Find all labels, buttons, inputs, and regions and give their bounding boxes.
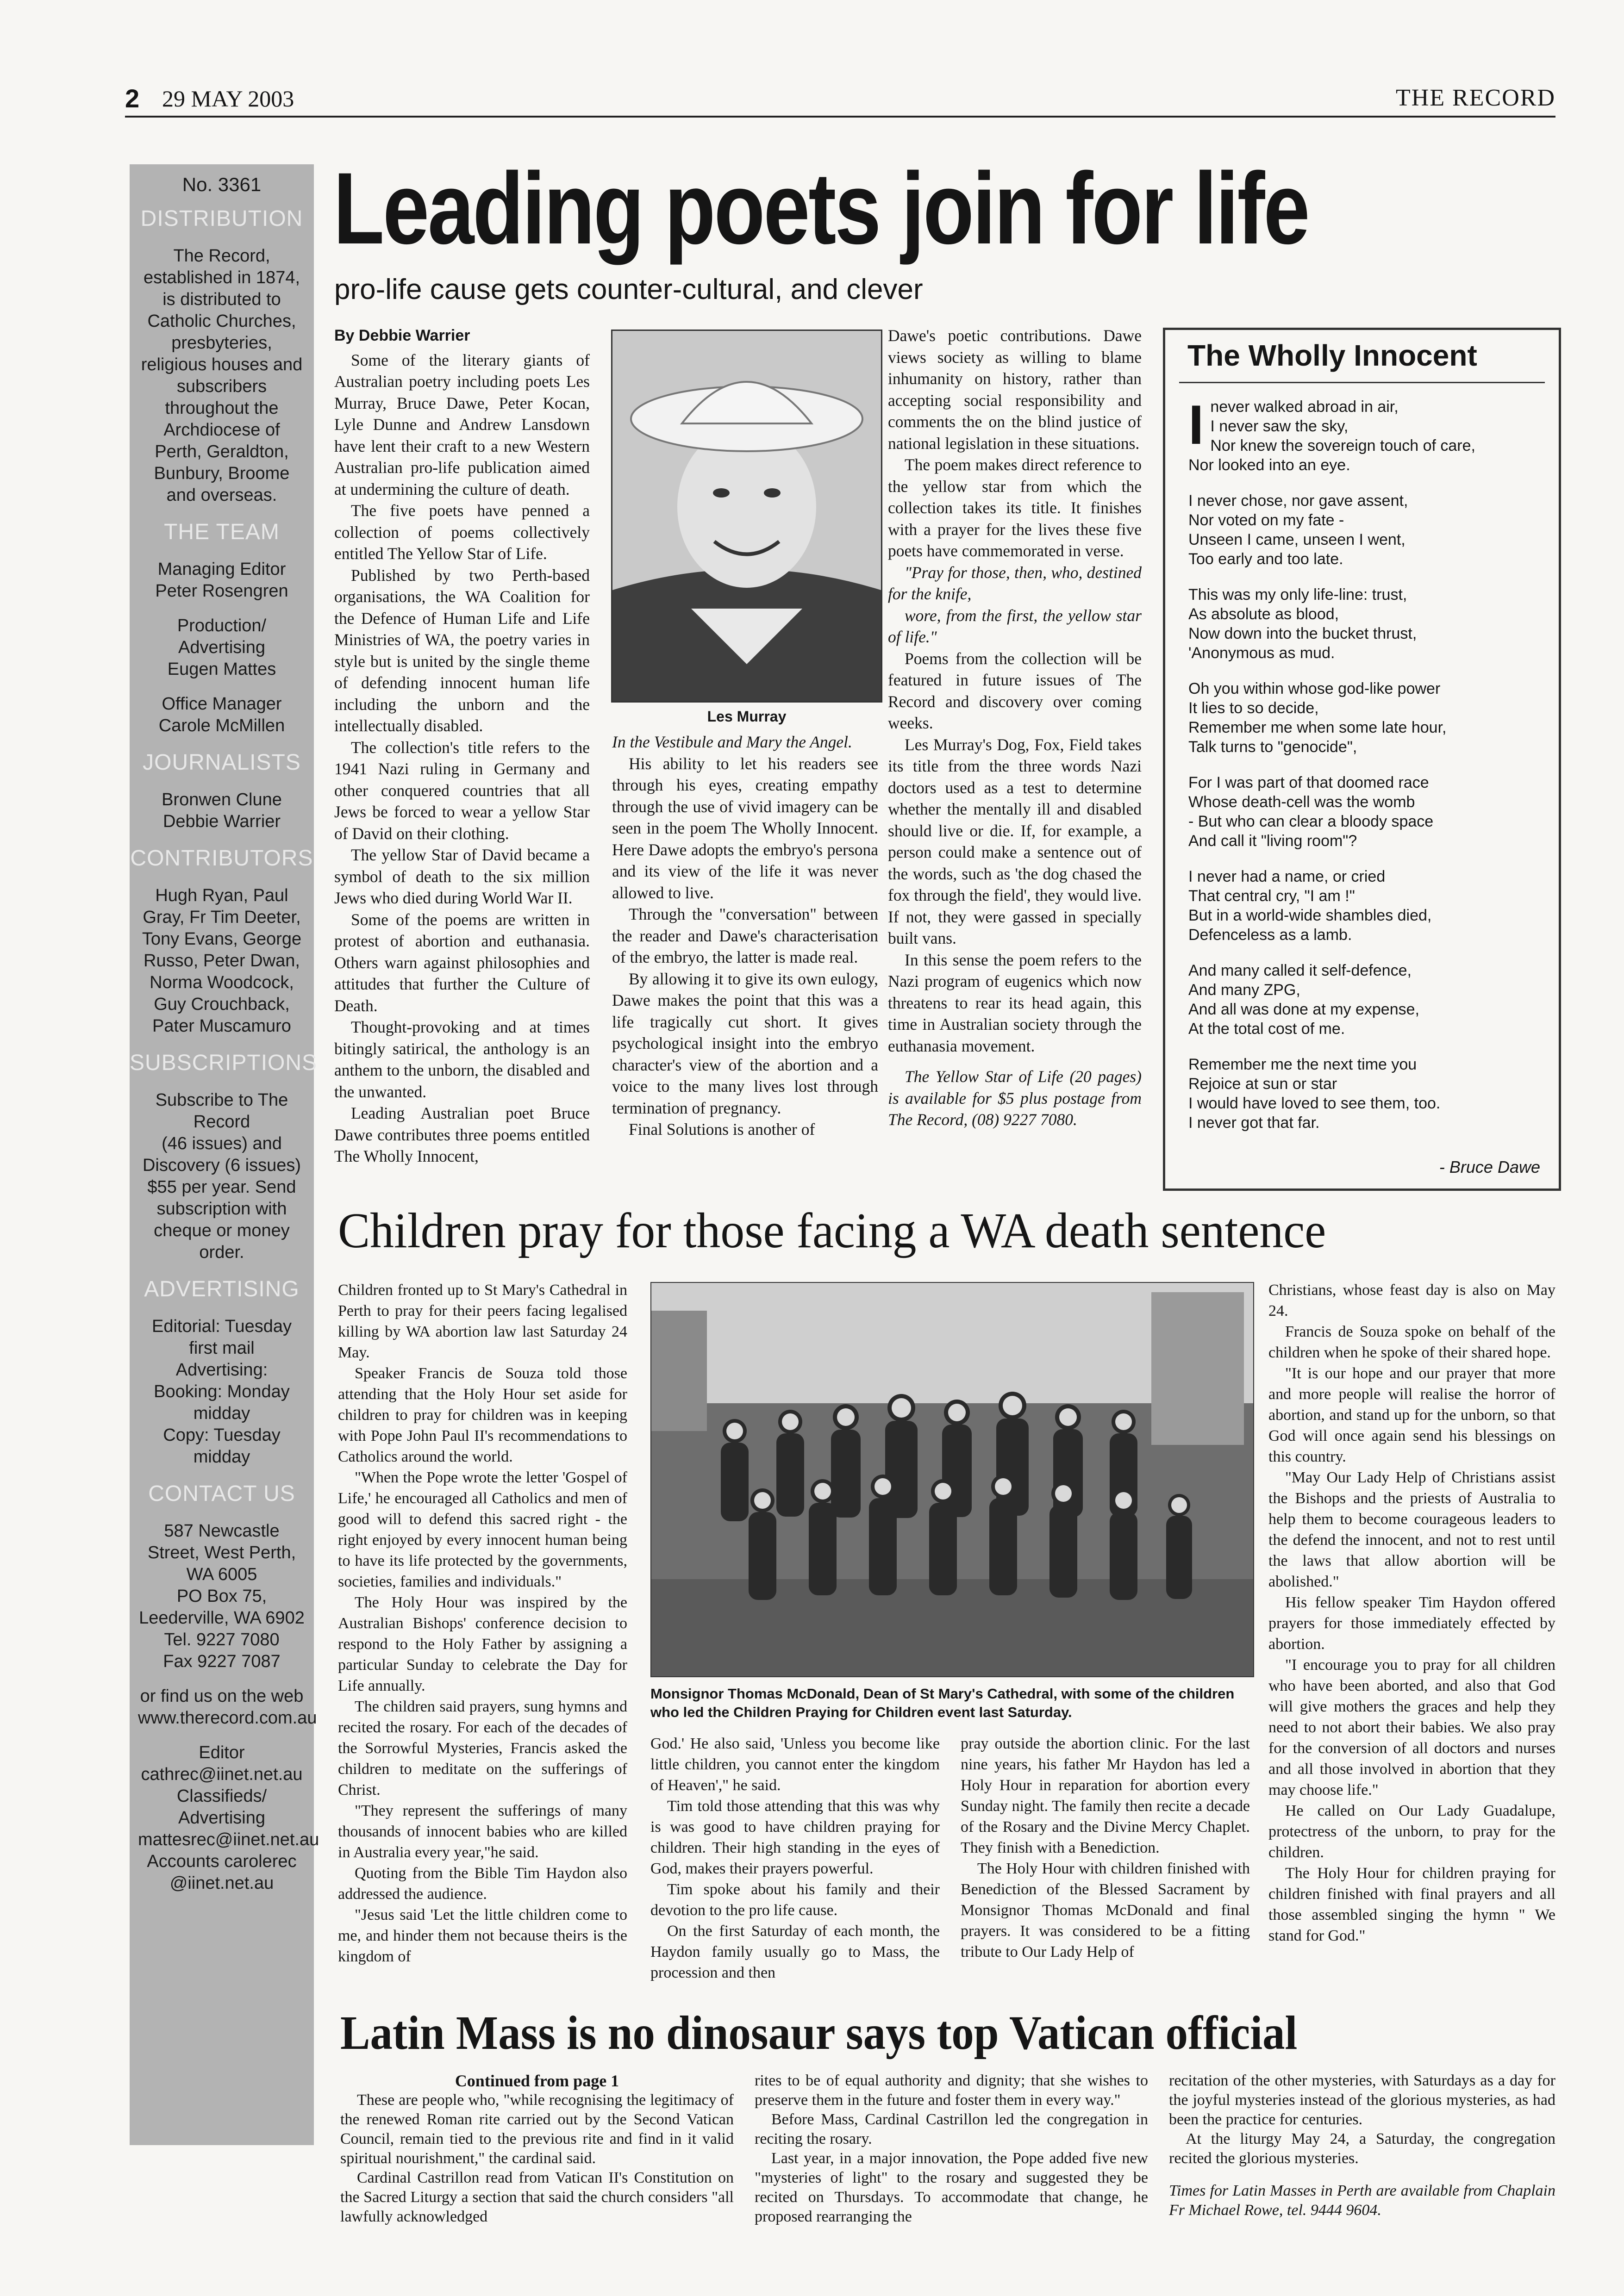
paper-name: THE RECORD (1396, 85, 1555, 111)
team-member: Managing Editor Peter Rosengren (155, 560, 288, 601)
sidebar-heading-contact: CONTACT US (148, 1481, 295, 1506)
page-header (125, 74, 1555, 118)
portrait-illustration (612, 331, 881, 701)
sidebar-heading-advertising: ADVERTISING (144, 1277, 300, 1301)
story1-headline: Leading poets join for life (333, 151, 1309, 265)
paragraph: pray outside the abortion clinic. For the last nine years, his father Mr Haydon has led a Holy Hour in reparation for abortion every Sunday night. The family then recite a decade of the Rosary and the Divine Mercy Chaplet. They finish with a Benediction. (961, 1735, 1250, 1856)
paragraph: The collection's title refers to the 1941 Nazi ruling in Germany and other conquered countries that all Jews be forced to wear a yellow Star of David on their clothing. (334, 738, 590, 843)
contact-address: 587 Newcastle Street, West Perth, WA 6005 PO Box 75, Leederville, WA 6902 Tel. 9227 7080 Fax 9227 7087 (139, 1521, 305, 1671)
drop-cap: I (1188, 394, 1204, 456)
paragraph: Published by two Perth-based organisations, the WA Coalition for the Defence of Human Life and Life Ministries of WA, the poetry varies in style but is united by the single theme of defending innocent human life including the unborn and the intellectually disabled. (334, 566, 590, 735)
issue-number: No. 3361 (182, 174, 262, 195)
availability-note: The Yellow Star of Life (20 pages) is available for $5 plus postage from The Record, (08) 9227 7080. (888, 1067, 1142, 1129)
sidebar-heading-subscriptions: SUBSCRIPTIONS (130, 1051, 318, 1075)
paragraph: rites to be of equal authority and dignity; that she wishes to preserve them in the future and foster them in every way." (755, 2072, 1148, 2109)
paragraph: The Holy Hour was inspired by the Australian Bishops' conference decision to respond to the Holy Father by assigning a particular Sunday to celebrate the Day for Life annually. (338, 1594, 627, 1694)
paragraph: The poem makes direct reference to the yellow star from which the collection takes its title. It finishes with a prayer for the lives these five poets have commemorated in verse. (888, 455, 1142, 560)
contact-web: or find us on the web www.therecord.com.au (138, 1686, 317, 1728)
paragraph: "They represent the sufferings of many thousands of innocent babies who are killed in Australia every year,"he said. (338, 1802, 627, 1861)
paragraph: recitation of the other mysteries, with Saturdays as a day for the joyful mysteries instead of the glorious mysteries, as had been the practice for centuries. (1169, 2072, 1555, 2128)
contributors-text: Hugh Ryan, Paul Gray, Fr Tim Deeter, Tony Evans, George Russo, Peter Dwan, Norma Woodcock, Guy Crouchback, Pater Muscamuro (142, 886, 302, 1036)
poem-stanza: And many called it self-defence, And many ZPG, And all was done at my expense, At the total cost of me. (1188, 962, 1419, 1038)
paragraph: Leading Australian poet Bruce Dawe contributes three poems entitled The Wholly Innocent, (334, 1104, 590, 1165)
sidebar-heading-journalists: JOURNALISTS (143, 750, 301, 775)
paragraph: The Holy Hour with children finished with Benediction of the Blessed Sacrament by Monsignor Thomas McDonald and final prayers. It was considered to be a fitting tribute to Our Lady Help of (961, 1860, 1250, 1960)
story2-column-1 (338, 1280, 627, 1967)
poem-title: The Wholly Innocent (1187, 339, 1477, 372)
poem-stanza: This was my only life-line: trust, As absolute as blood, Now down into the bucket thrust, 'Anonymous as mud. (1188, 586, 1417, 662)
paragraph: Cardinal Castrillon read from Vatican II's Constitution on the Sacred Liturgy a section that said the church considers "all lawfully acknowledged (340, 2169, 734, 2225)
mass-times-note: Times for Latin Masses in Perth are available from Chaplain Fr Michael Rowe, tel. 9444 9604. (1169, 2182, 1555, 2219)
team-member: Production/ Advertising Eugen Mattes (167, 616, 276, 679)
story3-column-3 (1169, 2071, 1555, 2220)
poem-box (1163, 328, 1561, 1191)
sidebar-heading-distribution: DISTRIBUTION (140, 206, 303, 231)
paragraph: God.' He also said, 'Unless you become like little children, you cannot enter the kingdom of Heaven'," he said. (650, 1735, 940, 1794)
paragraph: "It is our hope and our prayer that more and more people will realise the horror of abortion, and stand up for the unborn, so that God will once again send his blessings on this country. (1268, 1365, 1555, 1465)
paragraph: Les Murray's Dog, Fox, Field takes its title from the three words Nazi doctors used as a test to determine whether the mentally ill and disabled should live or die. If, for example, a person could make a sentence out of the words, such as 'the dog chased the fox through the field', they would live. If not, they were gassed in specially built vans. (888, 735, 1142, 947)
paragraph: At the liturgy May 24, a Saturday, the congregation recited the glorious mysteries. (1169, 2130, 1555, 2167)
paragraph: Quoting from the Bible Tim Haydon also addressed the audience. (338, 1865, 627, 1903)
paragraph: Last year, in a major innovation, the Pope added five new "mysteries of light" to the rosary and suggested they be recited on Thursdays. To accommodate that change, he proposed rearranging the (755, 2150, 1148, 2225)
journalists-text: Bronwen Clune Debbie Warrier (162, 790, 282, 831)
paragraph: Final Solutions is another of (629, 1120, 815, 1139)
story2-column-3 (961, 1733, 1250, 1962)
paragraph: Christians, whose feast day is also on May 24. (1268, 1282, 1555, 1319)
paragraph: Children fronted up to St Mary's Cathedral in Perth to pray for their peers facing legalised killing by WA abortion law last Saturday 24 May. (338, 1282, 627, 1361)
poem-stanza: Remember me the next time you Rejoice at sun or star I would have loved to see them, too. I never got that far. (1188, 1056, 1441, 1132)
group-photo-illustration (651, 1283, 1253, 1676)
paragraph: By allowing it to give its own eulogy, Dawe makes the point that this was a life tragically cut short. It gives psychological insight into the embryo character's view of the abortion and a voice to the many lives lost through termination of pregnancy. (612, 969, 878, 1117)
paragraph: The Holy Hour for children praying for children finished with final prayers and all those assembled singing the hymn " We stand for God." (1268, 1865, 1555, 1944)
poem-stanza: For I was part of that doomed race Whose death-cell was the womb - But who can clear a bloody space And call it "living room"? (1188, 774, 1434, 850)
story3-column-2 (755, 2071, 1148, 2227)
paragraph: Tim told those attending that this was why is was good to have children praying for children. Their high standing in the eyes of God, makes their prayers powerful. (650, 1798, 940, 1877)
photo-caption: Les Murray (707, 708, 787, 725)
poem-quote: "Pray for those, then, who, destined for the knife, (888, 563, 1142, 603)
paragraph: In the Vestibule and Mary the Angel. (612, 733, 852, 751)
story2-column-2 (650, 1733, 940, 1983)
page-number: 2 (125, 84, 140, 113)
story3-headline: Latin Mass is no dinosaur says top Vatican official (340, 2006, 1298, 2060)
poem-title-rule (1179, 382, 1545, 383)
paragraph: Francis de Souza spoke on behalf of the children when he spoke of their shared hope. (1268, 1323, 1555, 1361)
paragraph: Dawe's poetic contributions. Dawe views society as willing to blame inhumanity on history, rather than accepting social responsibility and comments the on the blind justice of national legislation in these situations. (888, 326, 1142, 453)
paragraph: The children said prayers, sung hymns and recited the rosary. For each of the decades of the Sorrowful Mysteries, Francis asked the children to meditate on the sufferings of Christ. (338, 1698, 627, 1798)
poem-body (1188, 394, 1540, 1149)
paragraph: In this sense the poem refers to the Nazi program of eugenics which now threatens to rear its head again, this time in Australian society through the euthanasia movement. (888, 950, 1142, 1055)
paragraph: The yellow Star of David became a symbol of death to the six million Jews who died during World War II. (334, 846, 590, 907)
paragraph: His fellow speaker Tim Haydon offered prayers for those immediately effected by abortion. (1268, 1594, 1555, 1653)
story1-subheadline: pro-life cause gets counter-cultural, and clever (334, 274, 923, 305)
paragraph: "May Our Lady Help of Christians assist the Bishops and the priests of Australia to help them to become courageous leaders to the defend the innocent, and not to rest until the laws that allow abortion will be abolished." (1268, 1469, 1555, 1590)
paragraph: Before Mass, Cardinal Castrillon led the congregation in reciting the rosary. (755, 2111, 1148, 2147)
poem-author: - Bruce Dawe (1439, 1157, 1540, 1176)
photo-caption: Monsignor Thomas McDonald, Dean of St Mary's Cathedral, with some of the children who led the Children Praying for Children event last Saturday. (650, 1686, 1235, 1720)
paragraph: These are people who, "while recognising the legitimacy of the renewed Roman rite carried out by the Second Vatican Council, remain tied to the previous rite and find in it valid spiritual nourishment," the cardinal said. (340, 2091, 734, 2167)
paragraph: Thought-provoking and at times bitingly satirical, the anthology is an anthem to the unborn, the disabled and the unwanted. (334, 1018, 590, 1101)
distribution-text: The Record, established in 1874, is distributed to Catholic Churches, presbyteries, religious houses and subscribers throughout the Archdiocese of Perth, Geraldton, Bunbury, Broome and overseas. (141, 246, 303, 505)
paragraph: "When the Pope wrote the letter 'Gospel of Life,' he encouraged all Catholics and men of good will to defend this sacred right - the right enjoyed by every innocent human being to have its life protected by the governments, societies, families and individuals." (338, 1469, 627, 1590)
paragraph: He called on Our Lady Guadalupe, protectress of the unborn, to pray for the children. (1268, 1802, 1555, 1861)
poem-quote: wore, from the first, the yellow star of life." (888, 606, 1142, 646)
paragraph: The five poets have penned a collection of poems collectively entitled The Yellow Star of Life. (334, 501, 590, 563)
paragraph: On the first Saturday of each month, the Haydon family usually go to Mass, the procession and then (650, 1923, 940, 1981)
story3-column-1 (340, 2071, 734, 2227)
sidebar-heading-contributors: CONTRIBUTORS (130, 846, 313, 871)
paragraph: Some of the literary giants of Australian poetry including poets Les Murray, Bruce Dawe, Peter Kocan, Lyle Dunne and Andrew Lansdown have lent their craft to a new Western Australian pro-life publication aimed at undermining the culture of death. (334, 350, 590, 498)
paragraph: Through the "conversation" between the reader and Dawe's characterisation of the embryo, the latter is made real. (612, 905, 878, 966)
paragraph: Some of the poems are written in protest of abortion and euthanasia. Others warn against philosophies and attitudes that further the Culture of Death. (334, 910, 590, 1015)
paragraph: "Jesus said 'Let the little children come to me, and hinder them not because theirs is the kingdom of (338, 1906, 627, 1965)
paragraph: Poems from the collection will be featured in future issues of The Record and discovery over coming weeks. (888, 649, 1142, 732)
story2-column-4 (1268, 1280, 1555, 1946)
sidebar-heading-team: THE TEAM (164, 520, 280, 544)
contact-emails: Editor cathrec@iinet.net.au Classifieds/ Advertising mattesrec@iinet.net.au Accounts carolerec @iinet.net.au (138, 1743, 319, 1893)
paragraph: Speaker Francis de Souza told those attending that the Holy Hour set aside for children to pray for children was in keeping with Pope John Paul II's recommendations to Catholics around the world. (338, 1365, 627, 1465)
advertising-text: Editorial: Tuesday first mail Advertising: Booking: Monday midday Copy: Tuesday midday (151, 1317, 292, 1467)
poem-stanza: Inever walked abroad in air, I never saw the sky, Nor knew the sovereign touch of care, Nor looked into an eye. (1188, 394, 1475, 474)
team-member: Office Manager Carole McMillen (158, 694, 285, 735)
story1-column-1 (334, 325, 590, 1167)
poem-stanza: Oh you within whose god-like power It lies to so decide, Remember me when some late hour, Talk turns to "genocide", (1188, 680, 1447, 756)
les-murray-photo (611, 330, 882, 703)
story1-column-2 (612, 731, 878, 1140)
continued-note: Continued from page 1 (455, 2072, 619, 2090)
children-group-photo (650, 1282, 1254, 1677)
paragraph: "I encourage you to pray for all children who have been aborted, and also that God will give mothers the graces and help they need to not abort their babies. We also pray for the conversion of all doctors and nurses and all those involved in abortion that they may choose life." (1268, 1656, 1555, 1798)
story2-headline: Children pray for those facing a WA death sentence (338, 1203, 1326, 1258)
issue-date: 29 MAY 2003 (162, 86, 294, 112)
poem-stanza: I never had a name, or cried That central cry, "I am !" But in a world-wide shambles died, Defenceless as a lamb. (1188, 868, 1432, 944)
story1-column-3 (888, 325, 1142, 1131)
poem-stanza: I never chose, nor gave assent, Nor voted on my fate - Unseen I came, unseen I went, Too early and too late. (1188, 492, 1408, 568)
subscriptions-text: Subscribe to The Record (46 issues) and Discovery (6 issues) $55 per year. Send subscription with cheque or money order. (142, 1090, 301, 1262)
paragraph: Tim spoke about his family and their devotion to the pro life cause. (650, 1881, 940, 1919)
byline: By Debbie Warrier (334, 327, 470, 344)
masthead-sidebar (130, 164, 319, 2145)
paragraph: His ability to let his readers see through his eyes, creating empathy through the use of vivid imagery can be seen in the poem The Wholly Innocent. Here Dawe adopts the embryo's persona and its view of the life it was never allowed to live. (612, 754, 878, 902)
